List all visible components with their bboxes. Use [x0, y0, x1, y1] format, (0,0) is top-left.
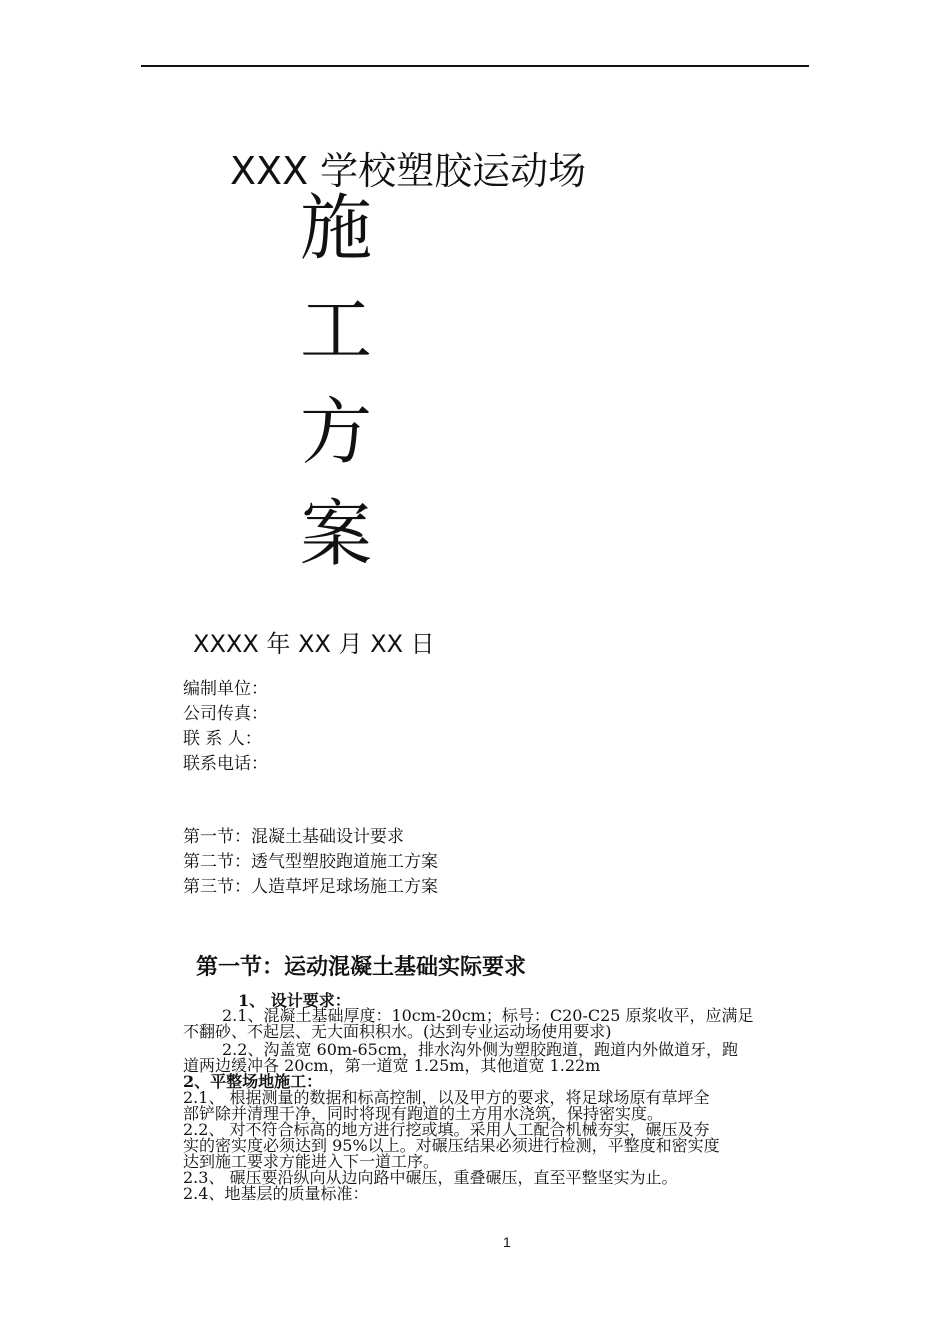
body-line: 实的密实度必须达到 95%以上。对碾压结果必须进行检测，平整度和密实度: [183, 1136, 720, 1155]
body-line: 不翻砂、不起层、无大面积积水。(达到专业运动场使用要求): [183, 1022, 612, 1041]
big-title-char: 工: [300, 288, 373, 372]
body-line: 道两边缓冲各 20cm，第一道宽 1.25m，其他道宽 1.22m: [183, 1056, 601, 1075]
body-line: 2.2、 对不符合标高的地方进行挖或填。采用人工配合机械夯实，碾压及夯: [183, 1120, 710, 1139]
big-title-char: 方: [300, 390, 373, 474]
toc-item: 第三节：人造草坪足球场施工方案: [183, 877, 438, 897]
document-title: XXX 学校塑胶运动场: [230, 149, 587, 193]
toc-item: 第一节：混凝土基础设计要求: [183, 827, 404, 847]
body-line: 2.1、混凝土基础厚度：10cm-20cm；标号：C20-C25 原浆收平，应满足: [222, 1006, 754, 1025]
header-rule: [141, 65, 809, 67]
body-line: 部铲除并清理干净，同时将现有跑道的土方用水浇筑，保持密实度。: [183, 1104, 664, 1123]
body-line: 2、平整场地施工：: [183, 1072, 323, 1091]
section-heading: 第一节：运动混凝土基础实际要求: [196, 954, 527, 980]
big-title-char: 施: [300, 186, 373, 270]
info-line: 编制单位：: [183, 679, 268, 699]
page-number: 1: [503, 1234, 511, 1250]
body-line: 达到施工要求方能进入下一道工序。: [183, 1152, 440, 1171]
body-line: 2.2、沟盖宽 60m-65cm，排水沟外侧为塑胶跑道，跑道内外做道牙，跑: [222, 1040, 738, 1059]
info-line: 联系电话：: [183, 754, 268, 774]
document-date: XXXX 年 XX 月 XX 日: [193, 630, 435, 658]
body-line: 2.1、 根据测量的数据和标高控制，以及甲方的要求，将足球场原有草坪全: [183, 1088, 710, 1107]
body-line: 1、 设计要求：: [238, 991, 351, 1010]
toc-item: 第二节：透气型塑胶跑道施工方案: [183, 852, 438, 872]
big-title-char: 案: [300, 492, 373, 576]
body-line: 2.3、 碾压要沿纵向从边向路中碾压，重叠碾压，直至平整坚实为止。: [183, 1168, 678, 1187]
info-line: 联 系 人：: [183, 729, 262, 749]
body-line: 2.4、地基层的质量标准：: [183, 1184, 369, 1203]
info-line: 公司传真：: [183, 704, 268, 724]
